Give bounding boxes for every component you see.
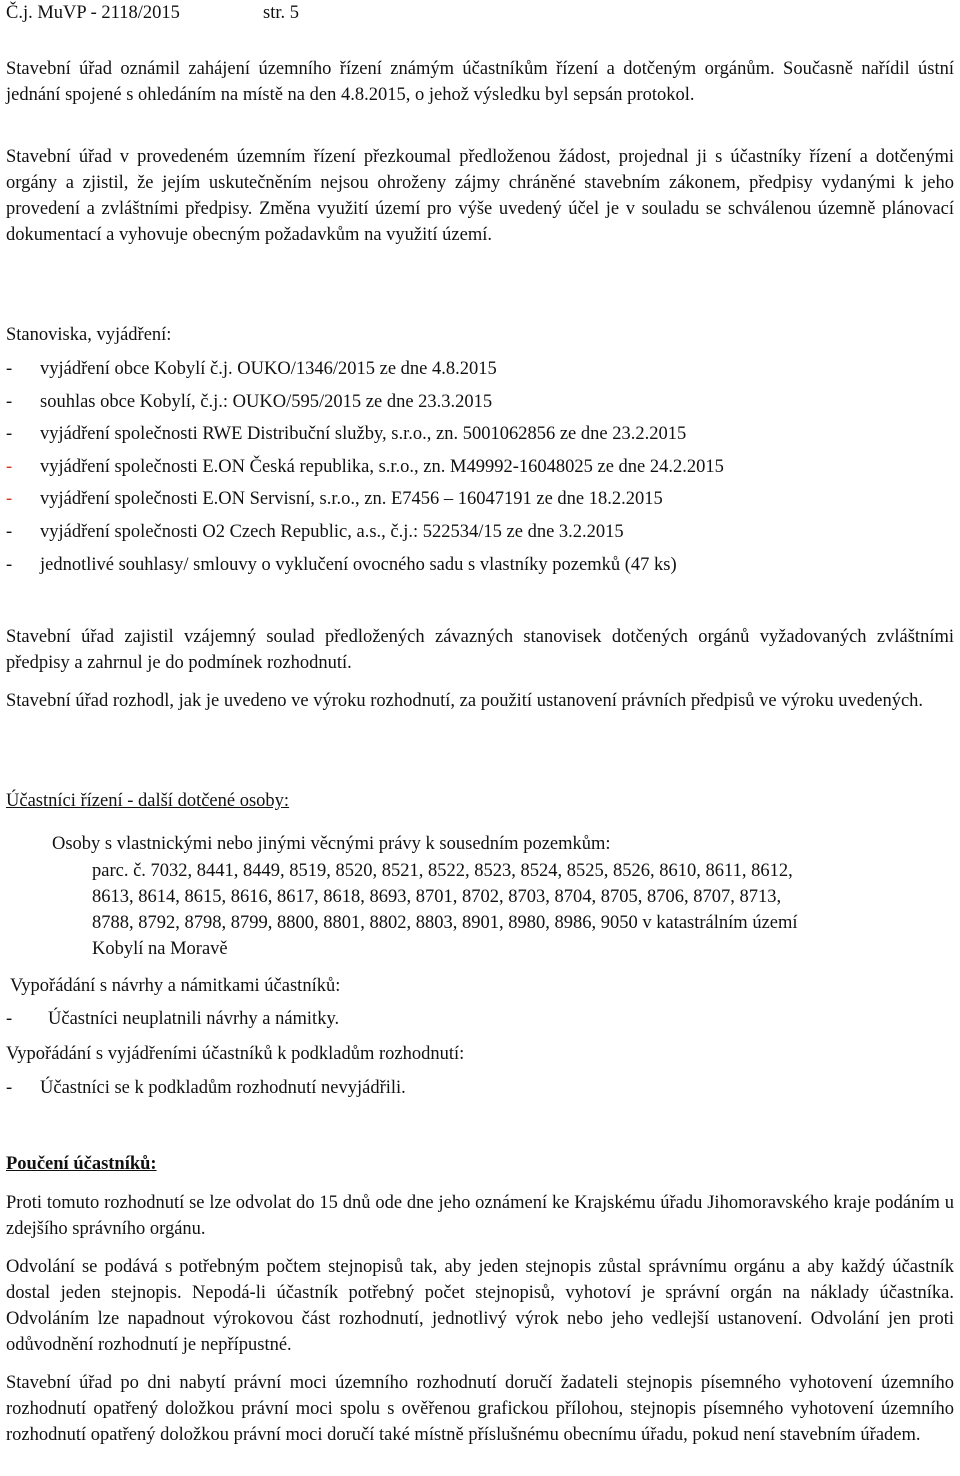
page-number: str. 5 xyxy=(263,3,299,23)
paragraph-appeal-details: Odvolání se podává s potřebným počtem stejnopisů tak, aby jeden stejnopis zůstal správnímu orgánu a aby každý účastník dostal jeden stejnopis. Nepodá-li účastník potřebný počet stejnopisů, vyhotoví je správní orgán na náklady účastníka. Odvoláním lze napadnout výrokovou část rozhodnutí, jednotlivý výrok nebo jeho vedlejší ustanovení. Odvolání jen proti odůvodnění rozhodnutí je nepřípustné. xyxy=(6,1257,954,1355)
list-item xyxy=(6,454,946,487)
parcels-line: parc. č. 7032, 8441, 8449, 8519, 8520, 8521, 8522, 8523, 8524, 8525, 8526, 8610, 8611, 8612, xyxy=(92,861,793,881)
list-item-text: vyjádření společnosti E.ON Česká republika, s.r.o., zn. M49992-16048025 ze dne 24.2.2015 xyxy=(40,456,724,477)
list-dash: - xyxy=(6,554,13,575)
list-dash: - xyxy=(6,391,13,412)
paragraph-delivery: Stavební úřad po dni nabytí právní moci územního rozhodnutí doručí žadateli stejnopis písemného vyhotovení územního rozhodnutí opatřený doložkou právní moci spolu s ověřenou grafickou přílohou, stejnopis písemného vyhotovení územního rozhodnutí opatřený doložkou právní moci doručí také místně příslušnému obecnímu úřadu, pokud není stavebním úřadem. xyxy=(6,1373,954,1445)
parcels-line: 8788, 8792, 8798, 8799, 8800, 8801, 8802, 8803, 8901, 8980, 8986, 9050 v katastrálním území xyxy=(92,913,798,933)
list-dash: - xyxy=(6,1078,13,1098)
list-dash: - xyxy=(6,456,13,477)
list-item xyxy=(6,389,946,422)
parcels-line: 8613, 8614, 8615, 8616, 8617, 8618, 8693, 8701, 8702, 8703, 8704, 8705, 8706, 8707, 8713, xyxy=(92,887,782,907)
paragraph-appeal: Proti tomuto rozhodnutí se lze odvolat do 15 dnů ode dne jeho oznámení ke Krajskému úřadu Jihomoravského kraje podáním u zdejšího správního orgánu. xyxy=(6,1193,954,1239)
list-dash: - xyxy=(6,1009,13,1029)
list-item xyxy=(6,519,946,552)
paragraph-decision: Stavební úřad rozhodl, jak je uvedeno ve výroku rozhodnutí, za použití ustanovení právních předpisů ve výroku uvedených. xyxy=(6,691,924,711)
list-item-text: vyjádření společnosti E.ON Servisní, s.r.o., zn. E7456 – 16047191 ze dne 18.2.2015 xyxy=(40,489,663,510)
paragraph-consistency: Stavební úřad zajistil vzájemný soulad předložených závazných stanovisek dotčených orgánů vyžadovaných zvláštními předpisy a zahrnul je do podmínek rozhodnutí. xyxy=(6,627,954,673)
list-item xyxy=(6,356,946,389)
proposals-item xyxy=(6,1009,340,1030)
list-dash: - xyxy=(6,359,13,379)
statements-heading: Vypořádání s vyjádřeními účastníků k podkladům rozhodnutí: xyxy=(6,1044,465,1064)
list-dash: - xyxy=(6,424,13,445)
list-item-text: vyjádření společnosti RWE Distribuční služby, s.r.o., zn. 5001062856 ze dne 23.2.2015 xyxy=(40,424,687,445)
instruction-heading: Poučení účastníků: xyxy=(6,1154,157,1174)
list-item xyxy=(6,552,946,585)
list-item-text: souhlas obce Kobylí, č.j.: OUKO/595/2015 ze dne 23.3.2015 xyxy=(40,391,493,412)
list-item-text: jednotlivé souhlasy/ smlouvy o vyklučení ovocného sadu s vlastníky pozemků (47 ks) xyxy=(40,554,677,575)
statements-item xyxy=(6,1078,406,1099)
opinions-heading: Stanoviska, vyjádření: xyxy=(6,325,172,345)
proposals-heading: Vypořádání s návrhy a námitkami účastníků: xyxy=(10,976,341,996)
paragraph-notice: Stavební úřad oznámil zahájení územního řízení známým účastníkům řízení a dotčeným orgánům. Současně nařídil ústní jednání spojené s ohledáním na místě na den 4.8.2015, o jehož výsledku byl sepsán protokol. xyxy=(6,59,954,105)
list-item-text: vyjádření obce Kobylí č.j. OUKO/1346/2015 ze dne 4.8.2015 xyxy=(40,359,497,379)
paragraph-review: Stavební úřad v provedeném územním řízení přezkoumal předloženou žádost, projednal ji s účastníky řízení a dotčenými orgány a zjistil, že jejím uskutečněním nejsou ohroženy zájmy chráněné stavebním zákonem, předpisy vydanými k jeho provedení a zvláštními předpisy. Změna využití území pro výše uvedený účel je v souladu se schválenou územně plánovací dokumentací a vyhovuje obecným požadavkům na využití území. xyxy=(6,147,954,245)
list-dash: - xyxy=(6,521,13,542)
neighbors-label: Osoby s vlastnickými nebo jinými věcnými právy k sousedním pozemkům: xyxy=(52,834,611,854)
list-item xyxy=(6,421,946,454)
list-item-text: Účastníci neuplatnili návrhy a námitky. xyxy=(48,1009,340,1029)
list-item-text: vyjádření společnosti O2 Czech Republic, a.s., č.j.: 522534/15 ze dne 3.2.2015 xyxy=(40,521,624,542)
list-item xyxy=(6,486,946,519)
participants-heading: Účastníci řízení - další dotčené osoby: xyxy=(6,791,290,811)
reference-number: Č.j. MuVP - 2118/2015 xyxy=(6,3,180,23)
list-item-text: Účastníci se k podkladům rozhodnutí nevyjádřili. xyxy=(40,1078,406,1098)
parcels-line: Kobylí na Moravě xyxy=(92,939,228,959)
page-header xyxy=(6,2,299,24)
opinions-list xyxy=(6,356,946,584)
list-dash: - xyxy=(6,489,13,510)
